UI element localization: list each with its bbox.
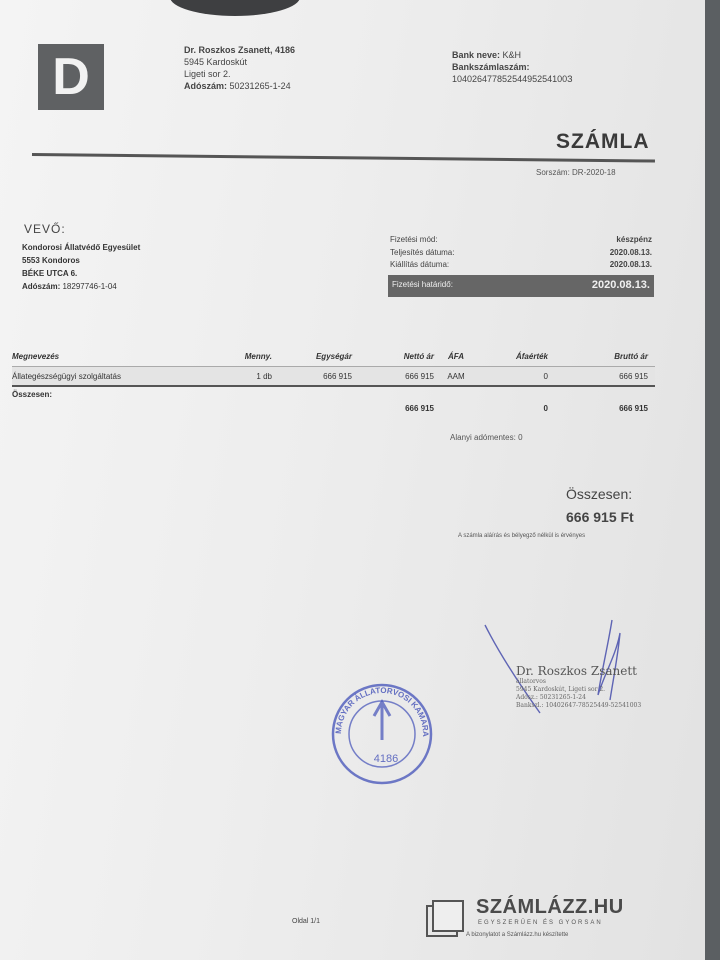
header-unit-price: Egységár [315, 352, 352, 361]
invoice-title: SZÁMLA [556, 130, 650, 153]
stamp-ring-text: MAGYAR ÁLLATORVOSI KAMARA [333, 685, 431, 737]
header-name: Megnevezés [12, 352, 60, 361]
row-qty: 1 db [256, 371, 272, 381]
seller-block [184, 44, 295, 92]
fulfillment-label: Teljesítés dátuma: [390, 247, 455, 257]
table-total-row [12, 401, 655, 415]
table-total-label: Összesen: [12, 389, 53, 399]
vat-exempt-note [450, 433, 523, 442]
row-gross: 666 915 [619, 371, 648, 381]
bank-name-label: Bank neve: [452, 50, 501, 60]
logo-letter: D [52, 48, 90, 106]
signature-name: Dr. Roszkos Zsanett [516, 664, 638, 678]
brand-note: A bizonylatot a Számlázz.hu készítette [466, 932, 569, 938]
buyer-block [22, 241, 140, 293]
buyer-heading: VEVŐ: [24, 222, 66, 236]
page-number: Oldal 1/1 [292, 918, 321, 925]
table-header [12, 352, 655, 367]
header-vat-value: Áfaérték [515, 352, 548, 361]
buyer-street: BÉKE UTCA 6. [22, 269, 78, 278]
dates-block [388, 234, 654, 297]
seller-tax-value: 50231265-1-24 [229, 81, 291, 91]
header-vat: ÁFA [448, 352, 464, 361]
seller-tax-label: Adószám: [184, 81, 228, 91]
signature-block [516, 664, 641, 710]
company-logo [38, 44, 104, 110]
row-vat-value: 0 [543, 371, 548, 381]
header-gross: Bruttó ár [614, 352, 648, 361]
title-divider [32, 153, 655, 163]
background-object [170, 0, 300, 16]
payment-method-label: Fizetési mód: [390, 235, 438, 244]
header-net: Nettó ár [403, 352, 434, 361]
buyer-city: 5553 Kondoros [22, 256, 80, 265]
issue-label: Kiállítás dátuma: [390, 260, 450, 269]
payment-method-value: készpénz [616, 235, 652, 244]
document-stack-icon [426, 900, 468, 938]
row-vat: AAM [447, 371, 465, 381]
official-stamp [330, 682, 434, 786]
row-net: 666 915 [405, 371, 434, 381]
invoice-serial [536, 168, 616, 177]
bank-account-value: 10402647785254495254100З [452, 74, 573, 84]
grand-total-label: Összesen: [566, 486, 633, 502]
row-name: Állategészségügyi szolgáltatás [12, 371, 121, 381]
buyer-tax-value: 18297746-1-04 [62, 282, 117, 291]
header-qty: Menny. [244, 352, 272, 361]
seller-address-2: Ligeti sor 2. [184, 69, 231, 79]
buyer-tax-label: Adószám: [22, 282, 61, 291]
brand-name: SZÁMLÁZZ.HU [476, 896, 624, 918]
brand-tagline: EGYSZERŰEN ÉS GYORSAN [478, 920, 603, 926]
serial-label: Sorszám: [536, 168, 570, 177]
signature-line-4: Bankszl.: 10402647-78525449-52541003 [516, 702, 642, 709]
total-vat-value: 0 [543, 403, 548, 413]
seller-address-1: 5945 Kardoskút [184, 57, 248, 67]
total-gross: 666 915 [619, 403, 648, 413]
validity-note: A számla aláírás és bélyegző nélkül is érvényes [458, 533, 586, 539]
row-unit-price: 666 915 [323, 371, 352, 381]
signature-line-2: 5945 Kardoskút, Ligeti sor 2. [516, 686, 606, 693]
serial-value: DR-2020-18 [572, 168, 616, 177]
vat-exempt-value: 0 [518, 433, 523, 442]
issue-value: 2020.08.13. [609, 260, 652, 269]
bank-account-label: Bankszámlaszám: [452, 62, 530, 72]
signature-line-3: Adósz.: 50231265-1-24 [516, 694, 586, 701]
vat-exempt-label: Alanyi adómentes: [450, 433, 516, 442]
total-net: 666 915 [405, 403, 434, 413]
table-row [12, 367, 655, 387]
stamp-number: 4186 [373, 753, 399, 765]
total-label-row [12, 387, 655, 401]
szamlazz-brand [426, 896, 656, 944]
seller-name: Dr. Roszkos Zsanett, 4186 [184, 45, 296, 55]
due-label: Fizetési határidő: [392, 280, 453, 290]
bank-name-value: K&H [502, 50, 522, 60]
bank-block [452, 49, 573, 85]
due-value: 2020.08.13. [591, 279, 650, 292]
fulfillment-value: 2020.08.13. [609, 247, 652, 257]
signature-line-1: állatorvos [516, 678, 546, 685]
due-date-bar [388, 275, 654, 297]
buyer-name: Kondorosi Állatvédő Egyesület [22, 243, 141, 252]
grand-total-amount: 666 915 Ft [566, 509, 634, 525]
items-table [12, 352, 655, 415]
